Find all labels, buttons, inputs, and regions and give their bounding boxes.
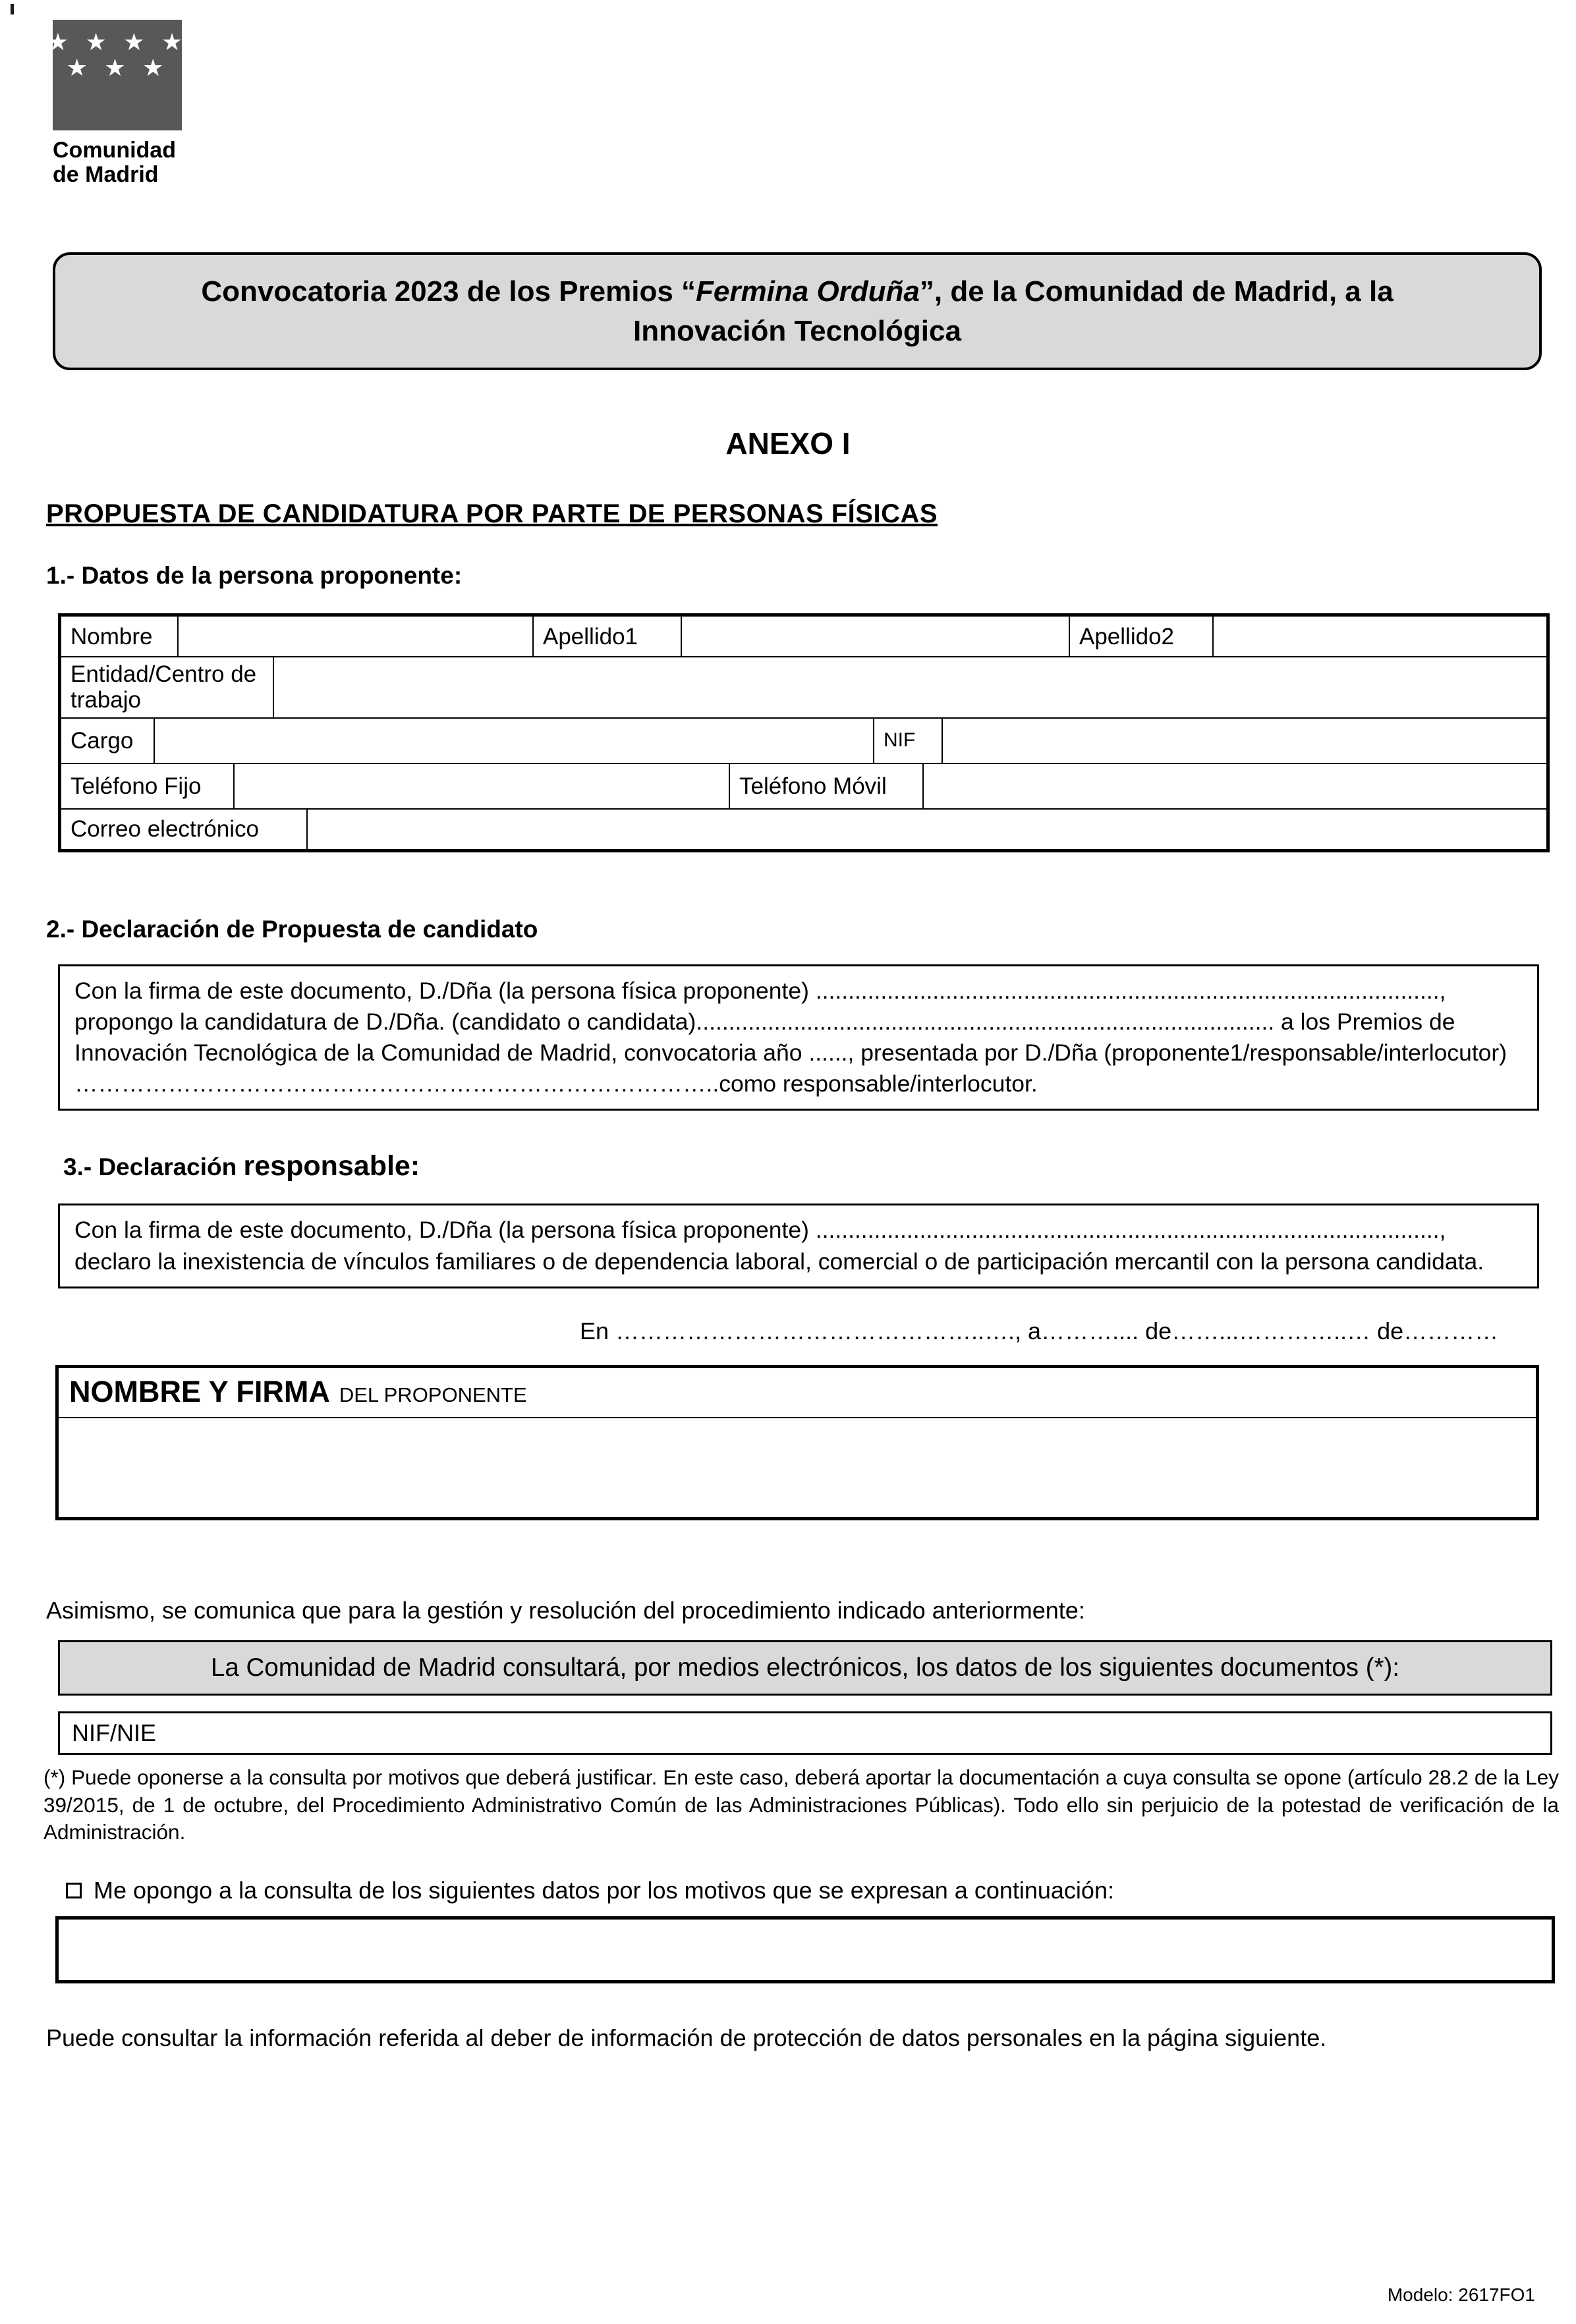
- nif-input[interactable]: [942, 719, 1546, 763]
- table-row-correo: [61, 808, 1546, 849]
- opposition-reasons-textarea[interactable]: [55, 1916, 1555, 1983]
- scan-crop-mark: [11, 4, 14, 14]
- madrid-flag-icon: [47, 20, 188, 130]
- form-title: PROPUESTA DE CANDIDATURA POR PARTE DE PERSONAS FÍSICAS: [46, 499, 938, 529]
- logo-text-line2: de Madrid: [53, 161, 159, 187]
- annex-heading: ANEXO I: [725, 426, 851, 461]
- title-italic: Fermina Orduña: [696, 275, 920, 308]
- comunidad-madrid-logo: [47, 20, 191, 187]
- section1-heading: 1.- Datos de la persona proponente:: [46, 562, 463, 590]
- title-part2: ”, de la Comunidad de Madrid, a la Innovación Tecnológica: [633, 275, 1393, 347]
- consulta-intro-text: Asimismo, se comunica que para la gestión y resolución del procedimiento indicado anteriormente:: [46, 1596, 1085, 1624]
- convocatoria-title-box: [53, 252, 1542, 370]
- flag-stars-row2: ★ ★ ★: [66, 54, 169, 82]
- logo-text: [53, 138, 191, 186]
- table-row-cargo: [61, 717, 1546, 763]
- table-row-nombre: [61, 617, 1546, 656]
- signature-box: [55, 1365, 1539, 1520]
- apellido2-label: Apellido2: [1069, 617, 1212, 656]
- apellido2-input[interactable]: [1212, 617, 1546, 656]
- date-fill-line: En ………………………………………..…., a……….... de……...…………..… de…………: [580, 1317, 1499, 1344]
- entidad-label: Entidad/Centro de trabajo: [70, 661, 257, 713]
- consulta-document-nif-nie: NIF/NIE: [58, 1711, 1552, 1755]
- propuesta-declaration-box: Con la firma de este documento, D./Dña (la persona física proponente) ................................................................................................, propongo la candidatura de D./Dña. (candidato o candidata)......................................................................................... a los Premios de Innovación Tecnológica de la Comunidad de Madrid, convocatoria año ......, presentada por D./Dña (proponente1/responsable/interlocutor) ………………………………………………………………………..como responsable/interlocutor.: [58, 964, 1539, 1111]
- cargo-input[interactable]: [154, 719, 873, 763]
- responsable-declaration-box: Con la firma de este documento, D./Dña (la persona física proponente) ................................................................................................, declaro la inexistencia de vínculos familiares o de dependencia laboral, comercial o de participación mercantil con la persona candidata.: [58, 1204, 1539, 1288]
- table-row-telefonos: [61, 763, 1546, 808]
- nif-label: NIF: [873, 719, 942, 763]
- consulta-footnote: (*) Puede oponerse a la consulta por motivos que deberá justificar. En este caso, deberá aportar la documentación a cuya consulta se opone (artículo 28.2 de la Ley 39/2015, de 1 de octubre, del Procedimiento Administrativo Común de las Administraciones Públicas). Todo ello sin perjuicio de la potestad de verificación de la Administración.: [43, 1765, 1559, 1844]
- apellido1-label: Apellido1: [532, 617, 681, 656]
- signature-box-header: [59, 1368, 1536, 1418]
- nombre-label: Nombre: [70, 623, 153, 650]
- section3-heading-emphasis: responsable:: [243, 1150, 420, 1182]
- nombre-input[interactable]: [177, 617, 532, 656]
- flag-stars-row1: ★ ★ ★ ★: [47, 29, 188, 56]
- consulta-header-box: La Comunidad de Madrid consultará, por medios electrónicos, los datos de los siguientes documentos (*):: [58, 1640, 1552, 1696]
- telefono-fijo-input[interactable]: [233, 764, 729, 808]
- opposition-checkbox[interactable]: [66, 1883, 82, 1898]
- telefono-movil-label: Teléfono Móvil: [729, 764, 922, 808]
- telefono-fijo-label: Teléfono Fijo: [70, 773, 202, 799]
- section3-heading: [63, 1150, 1576, 1182]
- table-row-entidad: [61, 656, 1546, 717]
- entidad-input[interactable]: [273, 657, 1546, 717]
- signature-area[interactable]: [59, 1418, 1536, 1517]
- section3-heading-prefix: 3.- Declaración: [63, 1153, 244, 1181]
- apellido1-input[interactable]: [681, 617, 1069, 656]
- opposition-label: Me opongo a la consulta de los siguientes datos por los motivos que se expresan a continuación:: [94, 1876, 1114, 1904]
- data-protection-note: Puede consultar la información referida al deber de información de protección de datos personales en la página siguiente.: [46, 2024, 1327, 2051]
- signature-title: NOMBRE Y FIRMA: [69, 1374, 330, 1408]
- opposition-row: [66, 1877, 1576, 1904]
- title-part1: Convocatoria 2023 de los Premios “: [201, 275, 696, 308]
- cargo-label: Cargo: [70, 727, 134, 754]
- model-number: Modelo: 2617FO1: [1387, 2284, 1535, 2305]
- signature-subtitle: DEL PROPONENTE: [339, 1383, 527, 1406]
- correo-label: Correo electrónico: [70, 816, 259, 842]
- telefono-movil-input[interactable]: [922, 764, 1546, 808]
- logo-text-line1: Comunidad: [53, 138, 176, 163]
- section2-heading: 2.- Declaración de Propuesta de candidato: [46, 915, 538, 943]
- proponente-data-table: [58, 613, 1550, 852]
- correo-input[interactable]: [306, 810, 1546, 849]
